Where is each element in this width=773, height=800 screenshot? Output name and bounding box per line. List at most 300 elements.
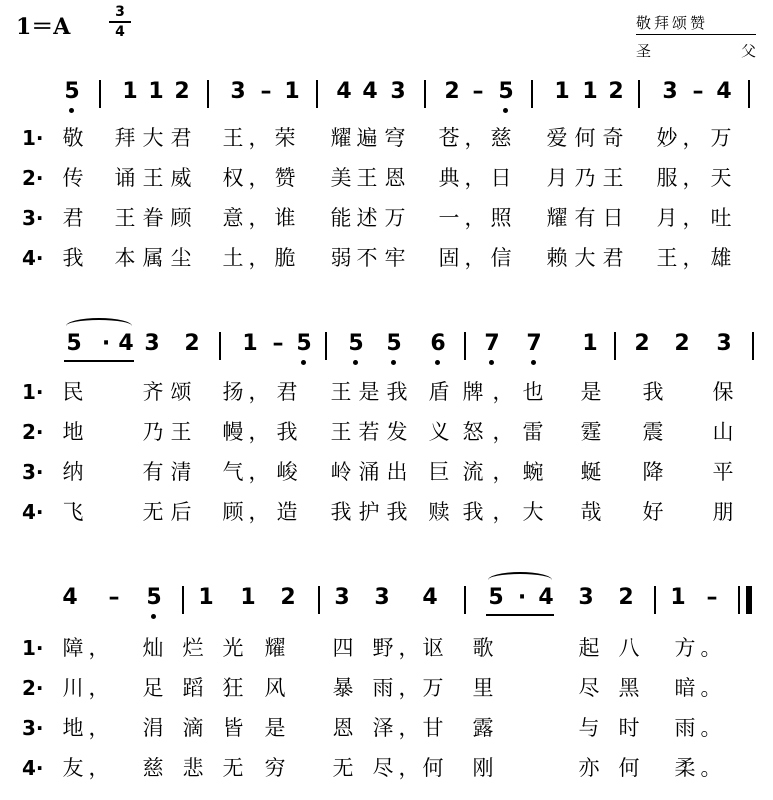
notation-row [0, 330, 773, 370]
lyric-line [0, 456, 773, 488]
lyric-char: 我 [386, 380, 408, 404]
note: 4 [62, 585, 78, 610]
lyric-char: 风 [264, 676, 286, 700]
lyric-char: 赞 [274, 166, 296, 190]
lyric-char: ， [88, 756, 110, 780]
final-barline-thin [738, 586, 740, 614]
meter-bottom: 4 [115, 24, 125, 40]
lyric-line [0, 122, 773, 154]
barline [219, 332, 221, 360]
lyric-char: 慈 [490, 126, 512, 150]
lyric-char: 霆 [580, 420, 602, 444]
lyric-char: 能 [330, 206, 352, 230]
lyric-char: 王 [602, 166, 624, 190]
barline [531, 80, 533, 108]
lyric-char: 何 [618, 756, 640, 780]
note: 2 [444, 79, 460, 104]
note: 5 [494, 78, 518, 106]
lyric-char: 我 [462, 500, 484, 524]
note: 5 [66, 331, 82, 356]
lyric-char: 吐 [710, 206, 732, 230]
lyric-char: 脆 [274, 246, 296, 270]
lyric-char: 川 [62, 676, 84, 700]
note: – [472, 79, 484, 104]
note: 2 [174, 79, 190, 104]
lyric-char: 我 [642, 380, 664, 404]
lyric-char: 我 [386, 500, 408, 524]
lyric-char: 露 [472, 716, 494, 740]
note: 2 [674, 331, 690, 356]
lyric-char: ， [398, 716, 420, 740]
lyric-char: 我 [276, 420, 298, 444]
lyric-char: 大 [574, 246, 596, 270]
lyric-char: 友 [62, 756, 84, 780]
lyric-char: 威 [170, 166, 192, 190]
credit-author-2: 父 [740, 42, 756, 60]
lyric-char: 光 [222, 636, 244, 660]
lyric-line [0, 202, 773, 234]
lyric-char: 敬 [62, 126, 84, 150]
lyric-char: 颂 [170, 380, 192, 404]
lyric-line [0, 632, 773, 664]
lyric-char: 荣 [274, 126, 296, 150]
lyric-char: 也 [522, 380, 544, 404]
note: 4 [336, 79, 352, 104]
lyric-char: 盾 [428, 380, 450, 404]
lyric-char: ， [398, 676, 420, 700]
lyric-char: 暗 [674, 676, 696, 700]
note: – [108, 585, 120, 610]
barline [464, 586, 466, 614]
lyric-line [0, 672, 773, 704]
lyric-char: 蜒 [580, 460, 602, 484]
note: 3 [334, 585, 350, 610]
note: 5 [488, 585, 504, 610]
lyric-char: 弱 [330, 246, 352, 270]
barline [464, 332, 466, 360]
verse-number: 3· [22, 460, 44, 484]
lyric-char: 岭 [330, 460, 352, 484]
lyric-char: ， [492, 380, 514, 404]
lyric-char: 权 [222, 166, 244, 190]
lyric-char: 美 [330, 166, 352, 190]
lyric-char: 传 [62, 166, 84, 190]
barline [325, 332, 327, 360]
lyric-char: ， [248, 246, 270, 270]
note: 4 [422, 585, 438, 610]
lyric-char: 飞 [62, 500, 84, 524]
barline [752, 332, 754, 360]
lyric-char: 恩 [384, 166, 406, 190]
lyric-char: 无 [332, 756, 354, 780]
lyric-char: 君 [62, 206, 84, 230]
note: 1 [198, 585, 214, 610]
lyric-char: ， [248, 166, 270, 190]
lyric-char: 典 [438, 166, 460, 190]
note: 5 [60, 78, 84, 106]
lyric-char: 服 [656, 166, 678, 190]
lyric-char: 日 [602, 206, 624, 230]
lyric-char: 起 [578, 636, 600, 660]
lyric-char: 纳 [62, 460, 84, 484]
note: 3 [374, 585, 390, 610]
lyric-char: 地 [62, 420, 84, 444]
lyric-char: 王 [222, 126, 244, 150]
lyric-line [0, 416, 773, 448]
lyric-char: 月 [656, 206, 678, 230]
notation-row [0, 78, 773, 118]
lyric-line [0, 712, 773, 744]
note: 1 [582, 331, 598, 356]
lyric-char: 怒 [462, 420, 484, 444]
note: 2 [634, 331, 650, 356]
lyric-char: ， [88, 676, 110, 700]
credit-author [636, 40, 756, 61]
lyric-char: 扬 [222, 380, 244, 404]
lyric-char: 穹 [384, 126, 406, 150]
slur-arc [488, 572, 552, 588]
note: 3 [390, 79, 406, 104]
lyric-char: 幔 [222, 420, 244, 444]
lyric-char: 涓 [142, 716, 164, 740]
note: 1 [582, 79, 598, 104]
lyric-char: 方 [674, 636, 696, 660]
slur-arc [66, 318, 132, 334]
lyric-char: ， [464, 126, 486, 150]
lyric-char: 我 [62, 246, 84, 270]
lyric-char: 好 [642, 500, 664, 524]
lyric-char: 雷 [522, 420, 544, 444]
lyric-char: 穷 [264, 756, 286, 780]
lyric-char: ， [464, 206, 486, 230]
lyric-char: 护 [358, 500, 380, 524]
lyric-char: 柔 [674, 756, 696, 780]
lyric-char: 耀 [546, 206, 568, 230]
lyric-char: 气 [222, 460, 244, 484]
verse-number: 2· [22, 420, 44, 444]
lyric-char: ， [398, 636, 420, 660]
lyric-char: 民 [62, 380, 84, 404]
lyric-char: 义 [428, 420, 450, 444]
lyric-char: 大 [142, 126, 164, 150]
note: 7 [480, 330, 504, 358]
lyric-char: ， [88, 636, 110, 660]
lyric-char: 刚 [472, 756, 494, 780]
note: 1 [122, 79, 138, 104]
lyric-char: 诵 [114, 166, 136, 190]
lyric-char: 雄 [710, 246, 732, 270]
barline [316, 80, 318, 108]
lyric-char: 属 [142, 246, 164, 270]
lyric-char: 固 [438, 246, 460, 270]
note: 5 [142, 584, 166, 612]
lyric-char: 是 [580, 380, 602, 404]
lyric-char: 无 [222, 756, 244, 780]
note: 1 [240, 585, 256, 610]
lyric-char: 信 [490, 246, 512, 270]
lyric-char: 足 [142, 676, 164, 700]
lyric-char: 大 [522, 500, 544, 524]
note: 2 [618, 585, 634, 610]
lyric-char: 涌 [358, 460, 380, 484]
lyric-char: 发 [386, 420, 408, 444]
barline [318, 586, 320, 614]
lyric-char: 里 [472, 676, 494, 700]
note: 7 [522, 330, 546, 358]
lyric-char: 哉 [580, 500, 602, 524]
note: 1 [242, 331, 258, 356]
lyric-char: 王 [330, 420, 352, 444]
lyric-char: 万 [710, 126, 732, 150]
lyric-char: 山 [712, 420, 734, 444]
lyric-char: 奇 [602, 126, 624, 150]
note: 1 [670, 585, 686, 610]
lyric-char: 有 [574, 206, 596, 230]
lyric-char: 地 [62, 716, 84, 740]
lyric-char: ， [248, 420, 270, 444]
lyric-char: 牌 [462, 380, 484, 404]
lyric-char: 王 [330, 380, 352, 404]
lyric-char: 后 [170, 500, 192, 524]
lyric-char: ， [682, 206, 704, 230]
lyric-char: 赎 [428, 500, 450, 524]
lyric-char: 苍 [438, 126, 460, 150]
lyric-char: 一 [438, 206, 460, 230]
lyric-char: 慈 [142, 756, 164, 780]
note: 1 [554, 79, 570, 104]
lyric-char: 朋 [712, 500, 734, 524]
lyric-char: 平 [712, 460, 734, 484]
lyric-char: 恩 [332, 716, 354, 740]
lyric-char: ， [248, 126, 270, 150]
note: – [260, 79, 272, 104]
lyric-char: 流 [462, 460, 484, 484]
lyric-char: 。 [700, 636, 722, 660]
lyric-line [0, 162, 773, 194]
lyric-char: 皆 [222, 716, 244, 740]
verse-number: 4· [22, 756, 44, 780]
lyric-char: 四 [332, 636, 354, 660]
lyric-char: 遍 [356, 126, 378, 150]
lyric-char: 震 [642, 420, 664, 444]
lyric-char: 妙 [656, 126, 678, 150]
lyric-char: 蜿 [522, 460, 544, 484]
verse-number: 1· [22, 126, 44, 150]
note: 3 [716, 331, 732, 356]
lyric-char: 清 [170, 460, 192, 484]
lyric-char: ， [682, 246, 704, 270]
lyric-char: 赖 [546, 246, 568, 270]
lyric-line [0, 242, 773, 274]
meter-divider [109, 21, 131, 23]
lyric-char: 无 [142, 500, 164, 524]
lyric-char: 不 [356, 246, 378, 270]
lyric-char: 牢 [384, 246, 406, 270]
lyric-char: 天 [710, 166, 732, 190]
note: 5 [382, 330, 406, 358]
lyric-char: ， [88, 716, 110, 740]
barline [207, 80, 209, 108]
lyric-char: 歌 [472, 636, 494, 660]
lyric-char: 王 [356, 166, 378, 190]
barline [99, 80, 101, 108]
lyric-char: 烂 [182, 636, 204, 660]
lyric-char: 是 [264, 716, 286, 740]
lyric-char: 出 [386, 460, 408, 484]
beam-underline [64, 360, 134, 362]
lyric-char: 述 [356, 206, 378, 230]
note: 6 [426, 330, 450, 358]
note: 2 [608, 79, 624, 104]
lyric-char: 齐 [142, 380, 164, 404]
verse-number: 2· [22, 166, 44, 190]
note: 4 [538, 585, 554, 610]
lyric-char: 爱 [546, 126, 568, 150]
lyric-char: 造 [276, 500, 298, 524]
lyric-char: 与 [578, 716, 600, 740]
lyric-char: 何 [422, 756, 444, 780]
lyric-char: 何 [574, 126, 596, 150]
lyric-char: 君 [276, 380, 298, 404]
lyric-line [0, 376, 773, 408]
lyric-char: 保 [712, 380, 734, 404]
lyric-char: 狂 [222, 676, 244, 700]
lyric-char: 八 [618, 636, 640, 660]
lyric-char: 雨 [372, 676, 394, 700]
lyric-char: ， [248, 460, 270, 484]
note: 2 [184, 331, 200, 356]
note: 3 [662, 79, 678, 104]
time-signature [109, 4, 131, 40]
note: – [272, 331, 284, 356]
verse-number: 4· [22, 500, 44, 524]
lyric-char: 耀 [330, 126, 352, 150]
lyric-char: 顾 [222, 500, 244, 524]
lyric-char: 王 [114, 206, 136, 230]
note: 5 [344, 330, 368, 358]
lyric-char: 。 [700, 676, 722, 700]
note: 3 [230, 79, 246, 104]
note: 5 [292, 330, 316, 358]
lyric-char: 意 [222, 206, 244, 230]
lyric-char: 万 [422, 676, 444, 700]
note: · [101, 331, 111, 356]
lyric-char: ， [492, 500, 514, 524]
lyric-char: ， [682, 126, 704, 150]
verse-number: 3· [22, 206, 44, 230]
lyric-char: 悲 [182, 756, 204, 780]
lyric-char: 雨 [674, 716, 696, 740]
barline [614, 332, 616, 360]
lyric-char: 。 [700, 756, 722, 780]
note: – [692, 79, 704, 104]
note: 3 [144, 331, 160, 356]
key-signature: 1＝A [16, 14, 71, 40]
lyric-char: 滴 [182, 716, 204, 740]
lyric-char: 泽 [372, 716, 394, 740]
lyric-char: 乃 [574, 166, 596, 190]
lyric-char: 若 [358, 420, 380, 444]
lyric-char: ， [492, 420, 514, 444]
note: 4 [118, 331, 134, 356]
lyric-char: 黑 [618, 676, 640, 700]
note: 3 [578, 585, 594, 610]
lyric-char: 亦 [578, 756, 600, 780]
lyric-char: 君 [602, 246, 624, 270]
credit-title: 敬拜颂赞 [636, 12, 756, 35]
lyric-char: 暴 [332, 676, 354, 700]
lyric-char: ， [492, 460, 514, 484]
lyric-char: 土 [222, 246, 244, 270]
lyric-char: ， [464, 166, 486, 190]
note: 2 [280, 585, 296, 610]
note: 1 [284, 79, 300, 104]
lyric-char: 王 [142, 166, 164, 190]
lyric-char: 巨 [428, 460, 450, 484]
note: · [517, 585, 527, 610]
verse-number: 2· [22, 676, 44, 700]
lyric-char: 尽 [578, 676, 600, 700]
lyric-char: 蹈 [182, 676, 204, 700]
lyric-char: 有 [142, 460, 164, 484]
lyric-char: 万 [384, 206, 406, 230]
final-barline-thick [746, 586, 752, 614]
lyric-char: ， [248, 206, 270, 230]
lyric-char: 顾 [170, 206, 192, 230]
lyric-char: 降 [642, 460, 664, 484]
barline [748, 80, 750, 108]
lyric-char: 我 [330, 500, 352, 524]
lyric-char: 月 [546, 166, 568, 190]
lyric-char: ， [464, 246, 486, 270]
lyric-char: 王 [656, 246, 678, 270]
lyric-char: 乃 [142, 420, 164, 444]
lyric-char: ， [682, 166, 704, 190]
lyric-char: 野 [372, 636, 394, 660]
lyric-char: 尘 [170, 246, 192, 270]
note: 4 [716, 79, 732, 104]
lyric-char: 甘 [422, 716, 444, 740]
verse-number: 4· [22, 246, 44, 270]
lyric-char: ， [398, 756, 420, 780]
notation-row [0, 584, 773, 624]
lyric-char: 照 [490, 206, 512, 230]
lyric-char: 灿 [142, 636, 164, 660]
lyric-char: 。 [700, 716, 722, 740]
credit-author-1: 圣 [636, 42, 652, 60]
lyric-char: 耀 [264, 636, 286, 660]
barline [638, 80, 640, 108]
lyric-char: 尽 [372, 756, 394, 780]
lyric-char: 王 [170, 420, 192, 444]
note: – [706, 585, 718, 610]
lyric-line [0, 752, 773, 784]
note: 4 [362, 79, 378, 104]
meter-top: 3 [115, 4, 125, 20]
note: 1 [148, 79, 164, 104]
lyric-char: 拜 [114, 126, 136, 150]
lyric-char: 君 [170, 126, 192, 150]
barline [182, 586, 184, 614]
lyric-char: 峻 [276, 460, 298, 484]
lyric-char: 眷 [142, 206, 164, 230]
lyric-char: 本 [114, 246, 136, 270]
lyric-char: 是 [358, 380, 380, 404]
verse-number: 1· [22, 380, 44, 404]
lyric-char: ， [248, 380, 270, 404]
lyric-char: 障 [62, 636, 84, 660]
lyric-char: ， [248, 500, 270, 524]
